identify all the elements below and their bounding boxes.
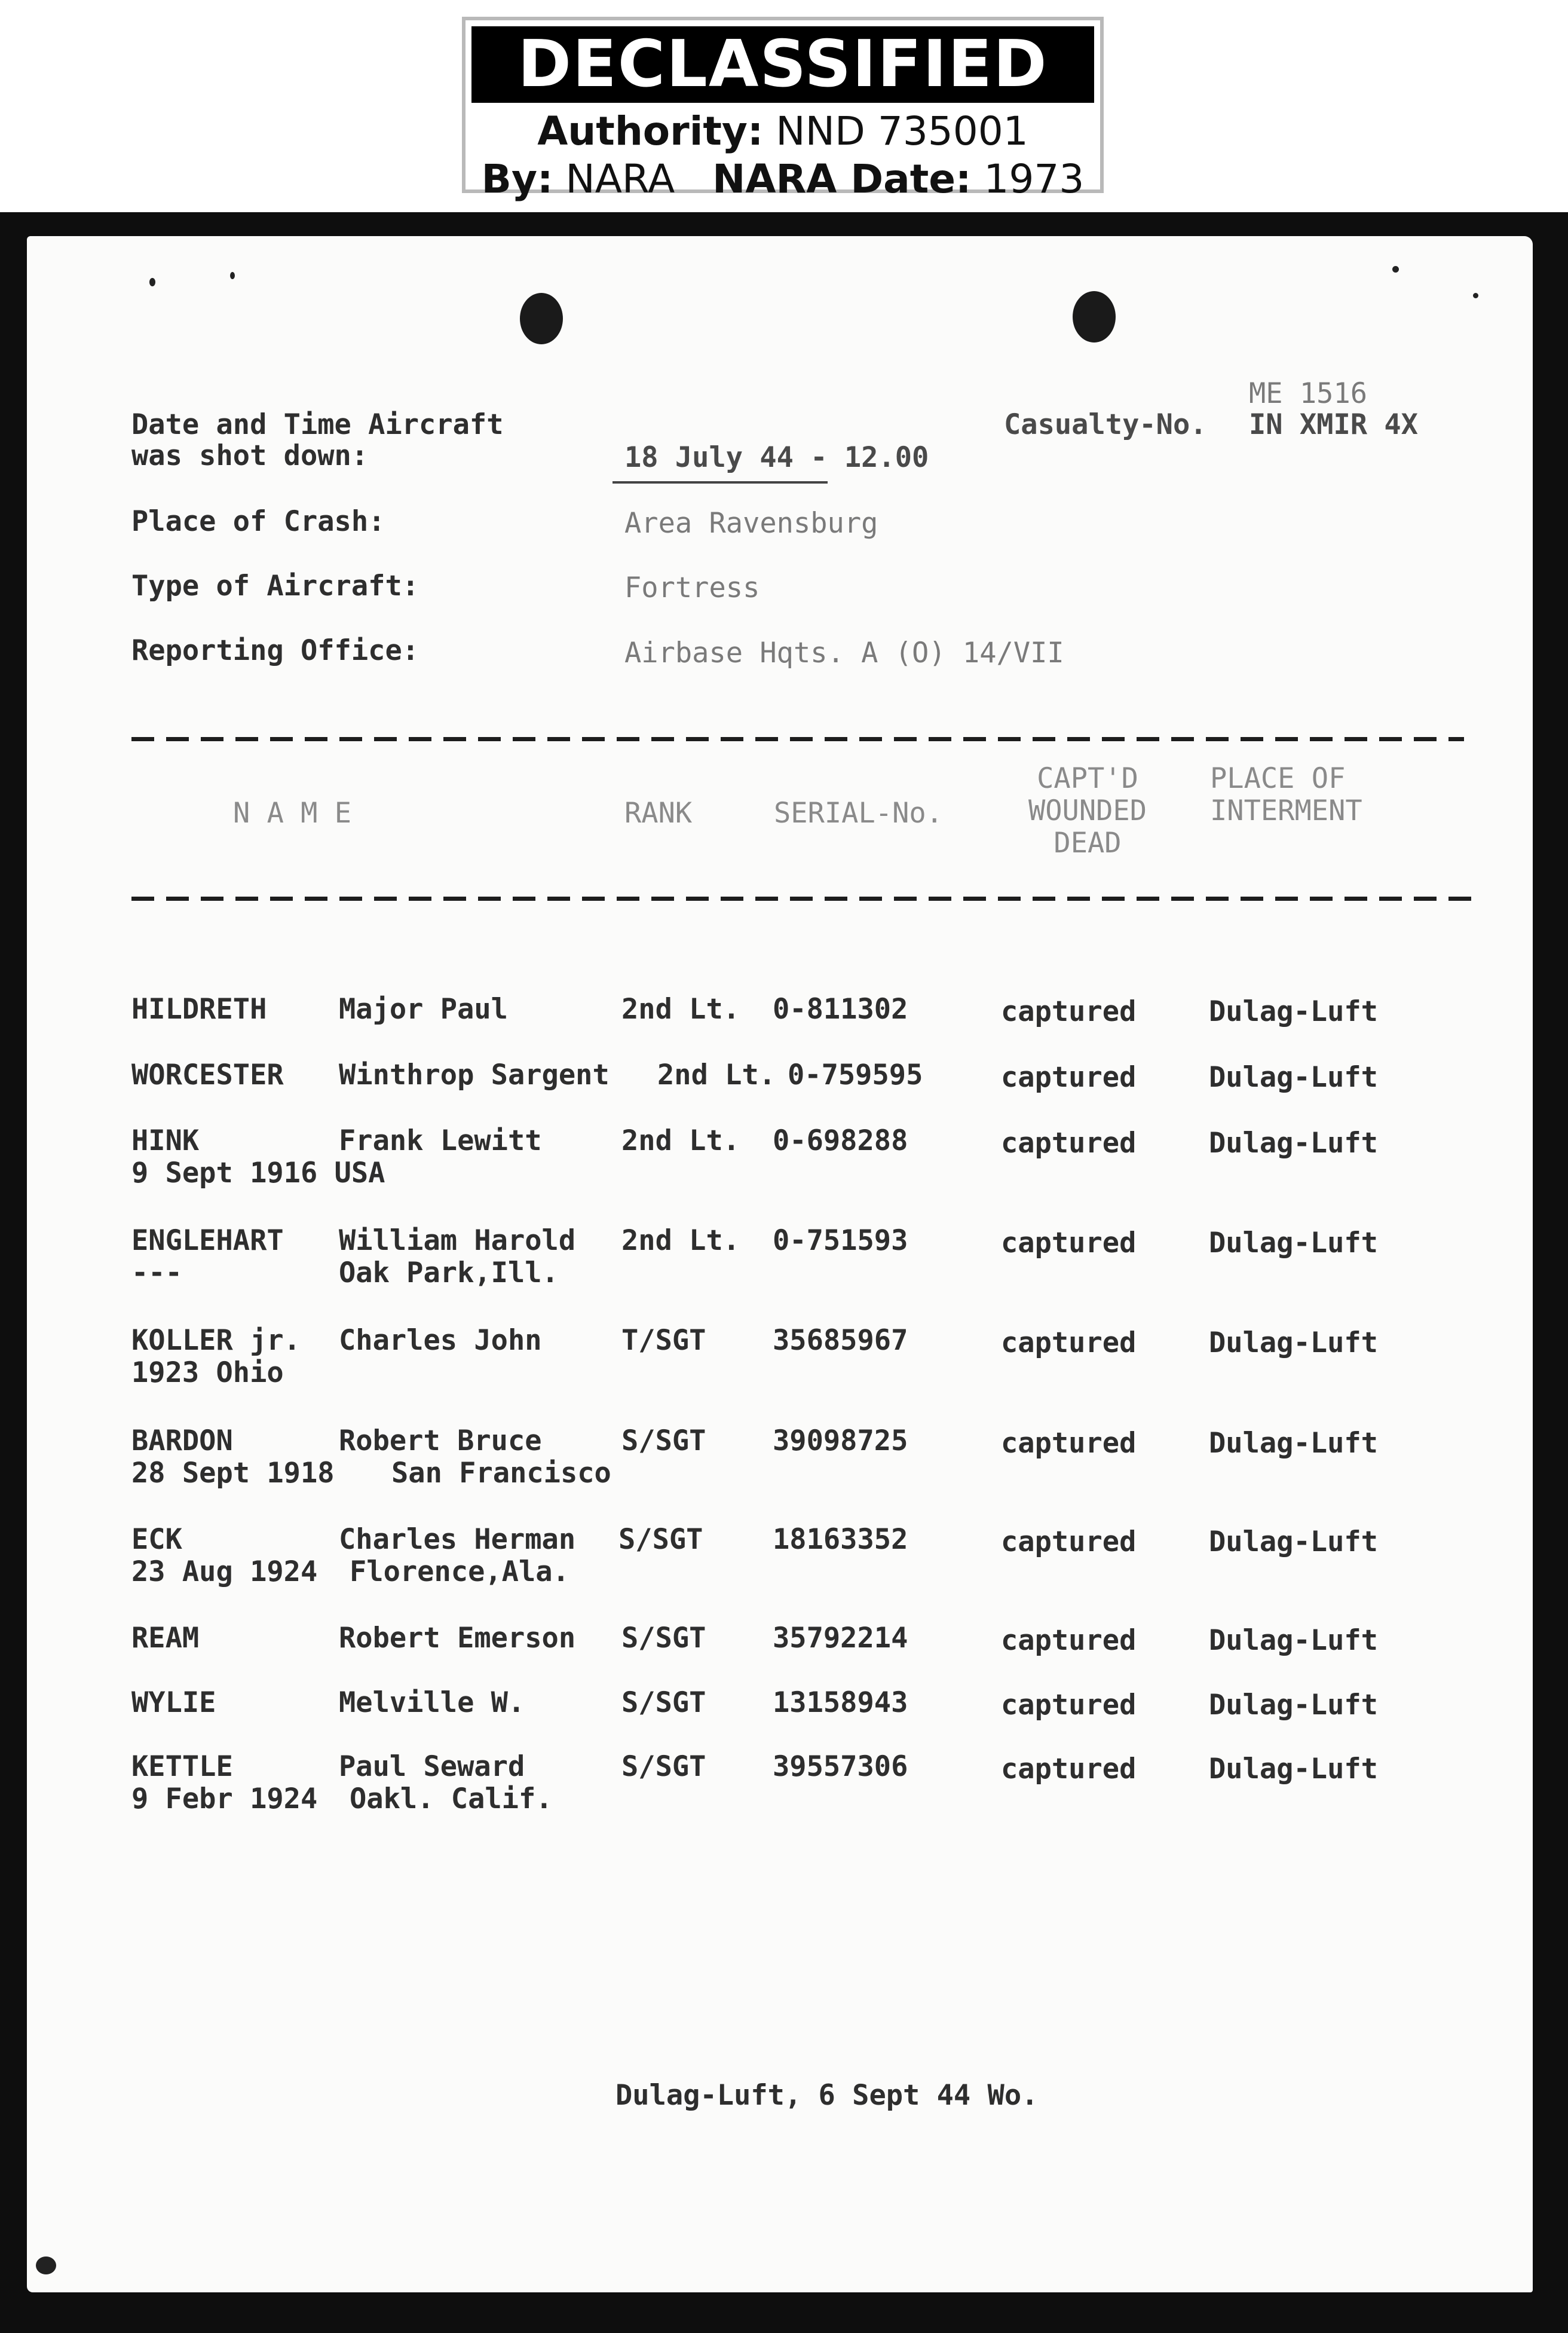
crew-serial: 0-759595 xyxy=(788,1059,923,1091)
crew-birth-info: 9 Sept 1916 USA xyxy=(131,1157,385,1190)
place-value: Area Ravensburg xyxy=(624,507,878,540)
crew-birth-info: 23 Aug 1924 xyxy=(131,1555,318,1588)
dashed-rule-bottom xyxy=(131,897,1482,901)
paper-speck xyxy=(230,272,235,279)
crew-interment: Dulag-Luft xyxy=(1209,1624,1378,1657)
crew-serial: 0-811302 xyxy=(773,993,908,1026)
stamp-by-label: By: xyxy=(481,156,553,202)
stamp-authority-line xyxy=(466,108,1100,154)
crew-rank: 2nd Lt. xyxy=(621,1224,740,1257)
crew-surname: BARDON xyxy=(131,1424,233,1457)
stamp-date-label: NARA Date: xyxy=(712,156,972,202)
crew-hometown: San Francisco xyxy=(391,1457,611,1490)
paper-speck xyxy=(1473,293,1478,298)
casualty-label: Casualty-No. xyxy=(1004,408,1207,441)
crew-hometown: Oak Park,Ill. xyxy=(339,1256,559,1289)
crew-rank: T/SGT xyxy=(621,1324,706,1357)
type-value: Fortress xyxy=(624,571,760,604)
crew-status: captured xyxy=(1001,995,1137,1028)
crew-rank: S/SGT xyxy=(621,1424,706,1457)
crew-interment: Dulag-Luft xyxy=(1209,1689,1378,1722)
crew-surname: KOLLER jr. xyxy=(131,1324,301,1357)
header-place-2: INTERMENT xyxy=(1210,794,1362,827)
punch-hole-right xyxy=(1073,291,1116,343)
header-status-2: WOUNDED xyxy=(1028,794,1147,827)
crew-serial: 39557306 xyxy=(773,1750,908,1783)
footer-dateline: Dulag-Luft, 6 Sept 44 Wo. xyxy=(615,2079,1039,2112)
header-place-1: PLACE OF xyxy=(1210,762,1346,795)
crew-status: captured xyxy=(1001,1061,1137,1094)
crew-serial: 35685967 xyxy=(773,1324,908,1357)
stamp-by-line xyxy=(466,156,1100,202)
crew-status: captured xyxy=(1001,1326,1137,1359)
office-value: Airbase Hqts. A (O) 14/VII xyxy=(624,637,1064,669)
crew-interment: Dulag-Luft xyxy=(1209,1326,1378,1359)
header-status-3: DEAD xyxy=(1054,827,1122,860)
crew-rank: S/SGT xyxy=(621,1750,706,1783)
crew-status: captured xyxy=(1001,1753,1137,1785)
date-label-line1: Date and Time Aircraft xyxy=(131,408,504,441)
crew-surname: REAM xyxy=(131,1622,200,1655)
crew-surname: ENGLEHART xyxy=(131,1224,284,1257)
crew-surname: WORCESTER xyxy=(131,1059,284,1091)
scanned-document-frame xyxy=(0,212,1568,2333)
crew-status: captured xyxy=(1001,1227,1137,1259)
stamp-title: DECLASSIFIED xyxy=(471,26,1094,103)
punch-hole-left xyxy=(520,293,563,344)
crew-rank: S/SGT xyxy=(621,1622,706,1655)
crew-status: captured xyxy=(1001,1127,1137,1160)
crew-serial: 13158943 xyxy=(773,1686,908,1719)
crew-status: captured xyxy=(1001,1689,1137,1722)
crew-surname: HINK xyxy=(131,1124,200,1157)
crew-hometown: Florence,Ala. xyxy=(350,1555,569,1588)
file-code: ME 1516 xyxy=(1249,377,1368,410)
header-rank: RANK xyxy=(624,797,693,830)
paper-speck xyxy=(149,278,155,286)
paper-speck xyxy=(1392,266,1399,273)
crew-given-name: Major Paul xyxy=(339,993,508,1026)
crew-given-name: Winthrop Sargent xyxy=(339,1059,610,1091)
crew-hometown: Oakl. Calif. xyxy=(350,1782,553,1815)
crew-interment: Dulag-Luft xyxy=(1209,1227,1378,1259)
crew-given-name: Paul Seward xyxy=(339,1750,525,1783)
crew-surname: HILDRETH xyxy=(131,993,267,1026)
header-serial: SERIAL-No. xyxy=(774,797,943,830)
dashed-rule-top xyxy=(131,737,1464,741)
crew-given-name: Melville W. xyxy=(339,1686,525,1719)
crew-serial: 0-698288 xyxy=(773,1124,908,1157)
crew-given-name: Robert Bruce xyxy=(339,1424,542,1457)
crew-rank: S/SGT xyxy=(618,1523,703,1556)
type-label: Type of Aircraft: xyxy=(131,570,419,603)
casualty-value: IN XMIR 4X xyxy=(1249,408,1418,441)
stamp-date-value: 1973 xyxy=(984,156,1085,202)
crew-birth-info: 1923 Ohio xyxy=(131,1356,284,1389)
crew-given-name: William Harold xyxy=(339,1224,576,1257)
declassified-stamp xyxy=(462,17,1104,202)
crew-birth-info: 28 Sept 1918 xyxy=(131,1457,335,1490)
date-label-line2: was shot down: xyxy=(131,439,369,472)
crew-status: captured xyxy=(1001,1624,1137,1657)
crew-status: captured xyxy=(1001,1427,1137,1460)
place-label: Place of Crash: xyxy=(131,505,385,538)
stamp-authority-label: Authority: xyxy=(537,108,764,154)
crew-surname: ECK xyxy=(131,1523,182,1556)
crew-rank: 2nd Lt. xyxy=(657,1059,776,1091)
crew-serial: 39098725 xyxy=(773,1424,908,1457)
header-status-1: CAPT'D xyxy=(1037,762,1138,795)
crew-given-name: Robert Emerson xyxy=(339,1622,576,1655)
crew-interment: Dulag-Luft xyxy=(1209,995,1378,1028)
office-label: Reporting Office: xyxy=(131,634,419,667)
crew-rank: 2nd Lt. xyxy=(621,1124,740,1157)
crew-surname: KETTLE xyxy=(131,1750,233,1783)
crew-given-name: Charles Herman xyxy=(339,1523,576,1556)
crew-interment: Dulag-Luft xyxy=(1209,1427,1378,1460)
crew-interment: Dulag-Luft xyxy=(1209,1061,1378,1094)
crew-surname: WYLIE xyxy=(131,1686,216,1719)
stamp-by-value: NARA xyxy=(565,156,675,202)
stamp-authority-value: NND 735001 xyxy=(776,108,1028,154)
crew-birth-info: 9 Febr 1924 xyxy=(131,1782,318,1815)
crew-serial: 18163352 xyxy=(773,1523,908,1556)
document-page xyxy=(27,236,1533,2292)
date-value: 18 July 44 - 12.00 xyxy=(624,441,929,474)
paper-speck xyxy=(36,2256,56,2274)
crew-given-name: Charles John xyxy=(339,1324,542,1357)
crew-serial: 0-751593 xyxy=(773,1224,908,1257)
crew-interment: Dulag-Luft xyxy=(1209,1525,1378,1558)
crew-status: captured xyxy=(1001,1525,1137,1558)
crew-interment: Dulag-Luft xyxy=(1209,1127,1378,1160)
crew-given-name: Frank Lewitt xyxy=(339,1124,542,1157)
crew-interment: Dulag-Luft xyxy=(1209,1753,1378,1785)
crew-birth-info: --- xyxy=(131,1256,182,1289)
crew-rank: 2nd Lt. xyxy=(621,993,740,1026)
header-name: N A M E xyxy=(233,797,352,830)
crew-serial: 35792214 xyxy=(773,1622,908,1655)
date-underline xyxy=(612,481,828,484)
crew-rank: S/SGT xyxy=(621,1686,706,1719)
